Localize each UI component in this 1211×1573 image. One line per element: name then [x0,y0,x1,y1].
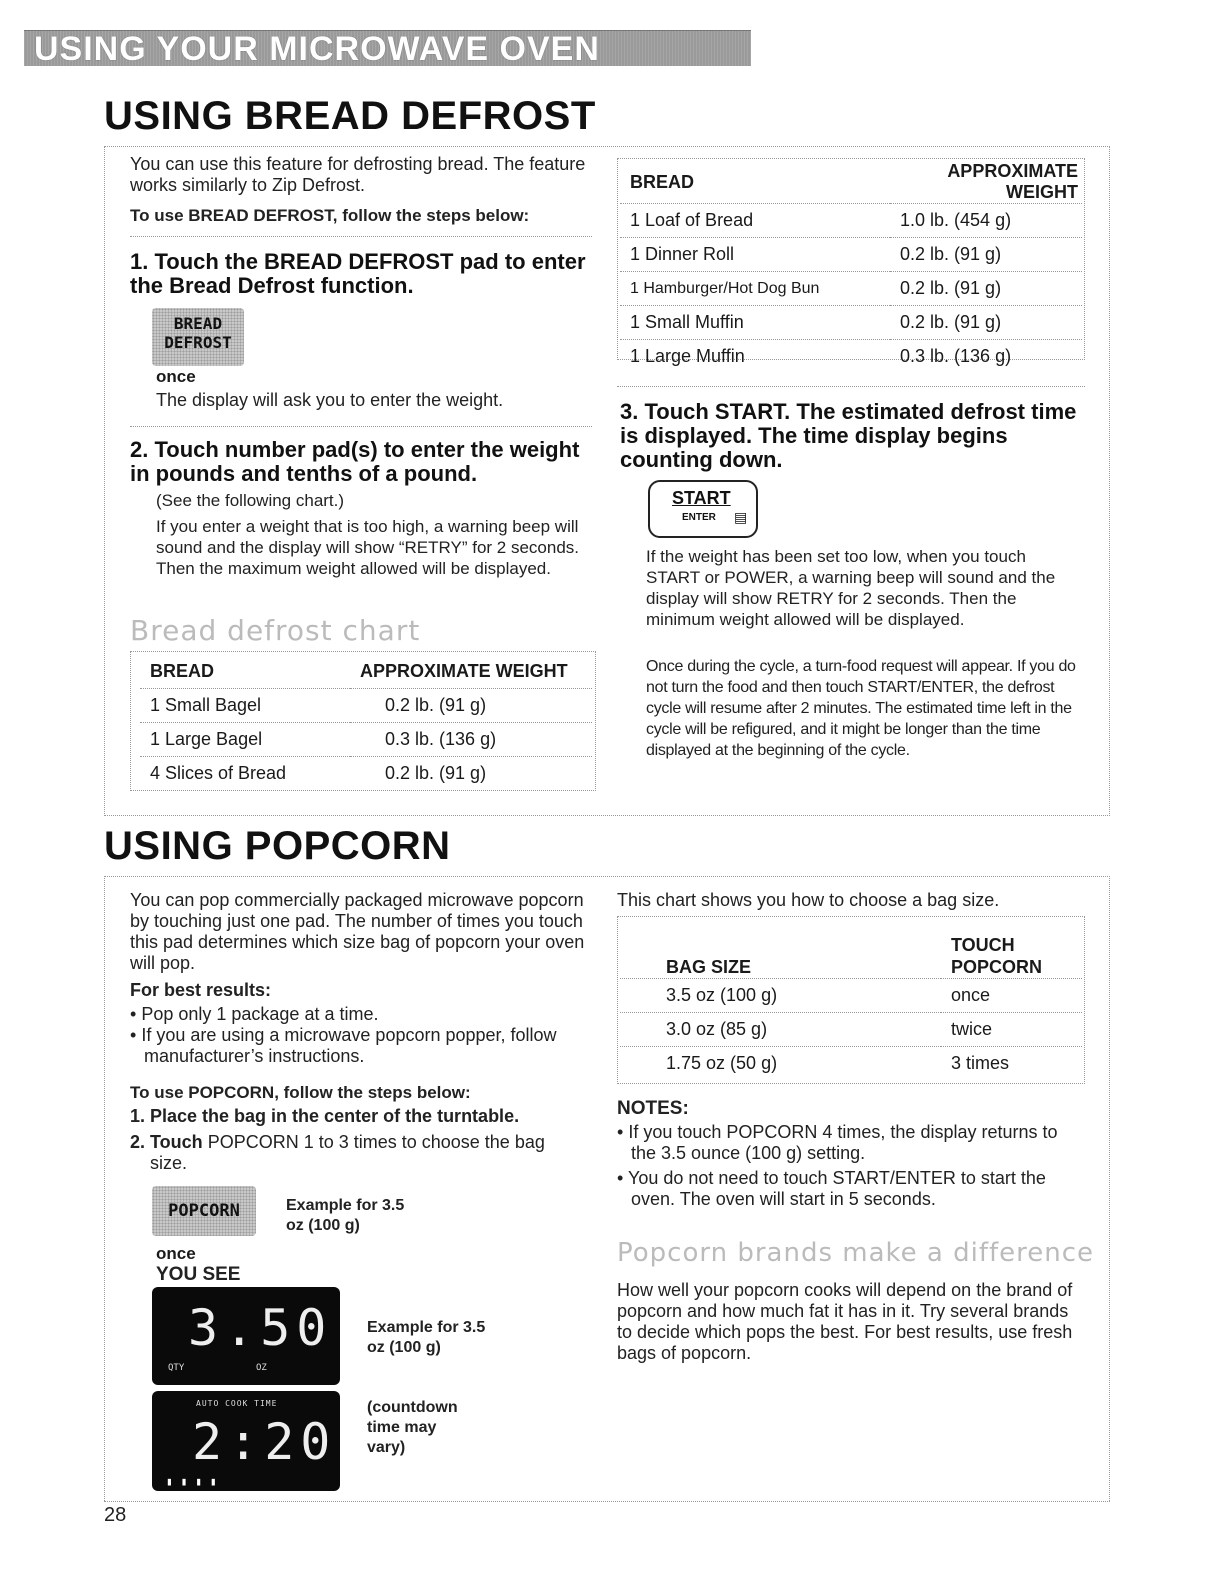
table-cell: 0.2 lb. (91 g) [890,238,1082,272]
table-header: APPROXIMATE WEIGHT [890,161,1082,204]
popcorn-pad: POPCORN [152,1186,256,1236]
note-text: You do not need to touch START/ENTER to start the oven. The oven will start in 5 seconds. [628,1168,1046,1209]
divider [130,426,592,427]
bullet-icon: • [130,1025,137,1045]
bullet-item [130,1025,590,1067]
notes-heading: NOTES: [617,1098,689,1119]
table-cell: 0.2 lb. (91 g) [890,272,1082,306]
bullet-icon: • [617,1168,624,1188]
bread-intro: You can use this feature for defrosting bread. The feature works similarly to Zip Defrost. [130,154,586,195]
table-cell: once [941,979,1082,1013]
bread-step2-note2: If you enter a weight that is too high, a warning beep will sound and the display will show “RETRY” for 2 seconds. Then the maximum weight allowed will be displayed. [156,517,579,578]
popcorn-step2 [130,1132,570,1174]
table-cell: 0.2 lb. (91 g) [890,306,1082,340]
table-row [140,723,592,757]
display-indicators: AUTO COOK TIME [196,1399,278,1408]
table-cell: 3.0 oz (85 g) [620,1013,941,1047]
brands-title: Popcorn brands make a difference [617,1238,1095,1268]
step2-bold: 2. Touch [130,1132,203,1152]
table-header: BREAD [620,161,890,204]
table-cell: 1.75 oz (50 g) [666,1053,778,1073]
table-cell: 1 Loaf of Bread [620,204,890,238]
table-cell: 0.3 lb. (136 g) [900,346,1012,366]
display-countdown [152,1391,340,1491]
table-cell: twice [941,1013,1082,1047]
bullet-text: Pop only 1 package at a time. [141,1004,379,1024]
pad-caption-once: once [156,1244,196,1263]
table-cell: 0.2 lb. (91 g) [350,689,592,723]
bread-table-1 [140,655,592,790]
you-see-label: YOU SEE [156,1264,241,1285]
display-quantity [152,1287,340,1385]
table-cell: 1 Small Muffin [620,306,890,340]
table-cell: 0.2 lb. (91 g) [385,763,487,783]
brands-text: How well your popcorn cooks will depend on the brand of popcorn and how much fat it has in it. Try several brands to decide which pops the best. For best results, use fresh bags of popcorn. [617,1280,1073,1363]
table-header: BAG SIZE [620,920,941,979]
bread-chart-title: Bread defrost chart [130,614,421,647]
table-row [620,204,1082,238]
table-row [620,1047,1082,1081]
display-digits: 3.50 [188,1299,333,1357]
bread-steps-heading: To use BREAD DEFROST, follow the steps below: [130,206,530,225]
table-cell: 1.0 lb. (454 g) [890,204,1082,238]
bread-defrost-pad [152,308,244,366]
table-header-row [140,655,592,689]
table-row [140,689,592,723]
table-row [620,306,1082,340]
bullet-item [130,1004,590,1025]
bread-step3-note1: If the weight has been set too low, when you touch START or POWER, a warning beep will sound and the display will show RETRY for 2 seconds. Then the minimum weight allowed will be displayed. [646,547,1056,629]
table-row [620,272,1082,306]
enter-label: ENTER [682,512,716,523]
table-row [140,757,592,791]
divider [617,386,1085,387]
table-header: BREAD [140,655,350,689]
bread-table-2 [620,161,1082,373]
table-header: TOUCH POPCORN [941,920,1082,979]
bread-defrost-title: USING BREAD DEFROST [104,94,596,138]
bread-step2-note1: (See the following chart.) [156,491,345,510]
display-digits: 2:20 [192,1413,337,1471]
table-cell: 1 Hamburger/Hot Dog Bun [620,272,890,306]
table-cell: 3 times [951,1053,1010,1073]
section-banner: USING YOUR MICROWAVE OVEN [24,30,751,66]
popcorn-example-1: Example for 3.5 oz (100 g) [286,1197,405,1234]
table-header: APPROXIMATE WEIGHT [350,655,592,689]
popcorn-intro: You can pop commercially packaged microwave popcorn by touching just one pad. The number of times you touch this pad determines which size bag of popcorn your oven will pop. [130,890,585,973]
page-number: 28 [104,1504,127,1526]
countdown-note: (countdown time may vary) [367,1399,458,1456]
step2-text: POPCORN 1 to 3 times to choose the bag size. [150,1132,545,1173]
table-cell: 1 Small Bagel [140,689,350,723]
popcorn-example-2: Example for 3.5 oz (100 g) [367,1319,486,1356]
table-row [620,1013,1082,1047]
popcorn-bullets [130,1004,590,1067]
start-enter-pad [648,480,758,538]
start-label: START [672,488,731,508]
popcorn-table [620,920,1082,1080]
note-item [617,1168,1077,1210]
display-qty-label: QTY [168,1363,185,1373]
divider [130,236,592,237]
note-item [617,1122,1077,1164]
popcorn-best-heading: For best results: [130,980,272,1000]
table-row [620,238,1082,272]
table-cell: 4 Slices of Bread [150,763,287,783]
notes-list [617,1122,1077,1210]
table-row [620,340,1082,374]
table-cell: 1 Large Muffin [630,346,745,366]
bullet-icon: • [617,1122,624,1142]
table-cell: 3.5 oz (100 g) [620,979,941,1013]
table-header-row [620,161,1082,204]
popcorn-title: USING POPCORN [104,824,451,868]
lock-icon: ▤ [734,509,748,525]
table-row [620,979,1082,1013]
table-cell: 1 Large Bagel [140,723,350,757]
popcorn-steps-heading: To use POPCORN, follow the steps below: [130,1083,471,1102]
bread-step2-title: 2. Touch number pad(s) to enter the weight in pounds and tenths of a pound. [130,437,580,486]
table-header-row [620,920,1082,979]
bottom-rule [104,1501,1110,1502]
pad-line: BREAD [173,314,223,333]
table-cell: 0.3 lb. (136 g) [350,723,592,757]
bread-step1-title: 1. Touch the BREAD DEFROST pad to enter the Bread Defrost function. [130,249,586,298]
bread-step3-title: 3. Touch START. The estimated defrost time is displayed. The time display begins counting down. [620,399,1077,472]
bread-step1-note: The display will ask you to enter the weight. [156,390,504,410]
display-bars: ▮▮▮▮ [166,1475,225,1488]
popcorn-step1: 1. Place the bag in the center of the turntable. [130,1106,520,1126]
popcorn-chart-intro: This chart shows you how to choose a bag size. [617,890,1000,910]
pad-line: DEFROST [164,333,232,352]
display-oz-label: OZ [256,1363,267,1373]
bullet-text: If you are using a microwave popcorn popper, follow manufacturer’s instructions. [141,1025,557,1066]
table-cell: 1 Dinner Roll [620,238,890,272]
pad-caption-once: once [156,367,196,386]
note-text: If you touch POPCORN 4 times, the display returns to the 3.5 ounce (100 g) setting. [628,1122,1058,1163]
bread-step3-note2: Once during the cycle, a turn-food request will appear. If you do not turn the food and then touch START/ENTER, the defrost cycle will resume after 2 minutes. The estimated time left in the cycle will be refigured, and it might be longer than the time displayed at the beginning of the cycle. [646,658,1076,759]
bullet-icon: • [130,1004,137,1024]
